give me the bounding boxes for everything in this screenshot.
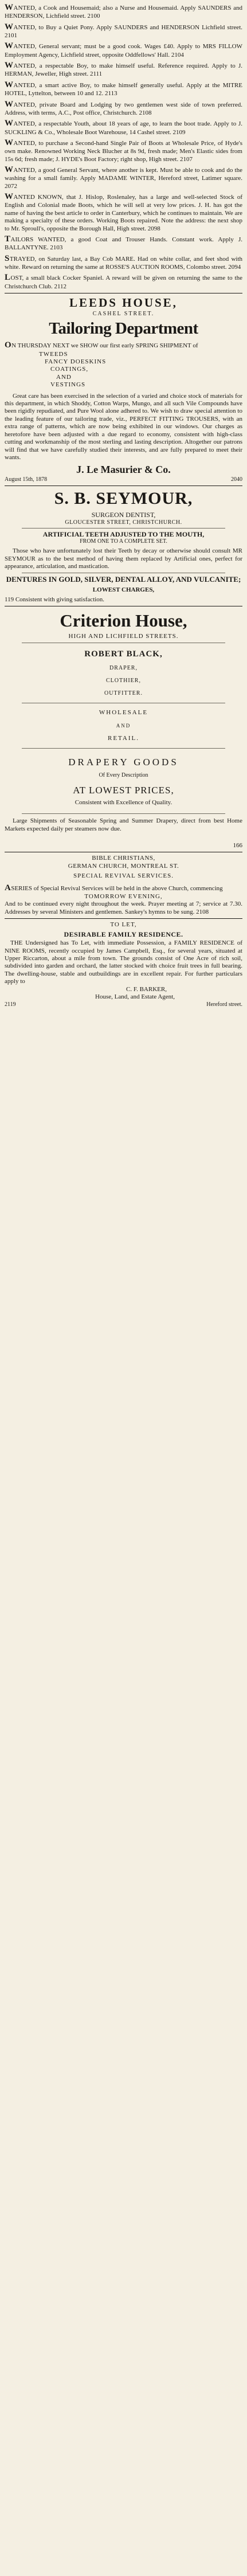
criterion-trade: DRAPER, [109, 664, 138, 671]
tailoring-heading: Tailoring Department [49, 319, 198, 338]
classified-text: ANTED, a respectable Boy, to make himself useful. Reference required. Apply to J. HERMAN, Jeweller, High street. 2111 [5, 62, 242, 78]
criterion-ad [5, 610, 242, 849]
divider [22, 748, 225, 749]
criterion-trade: OUTFITTER. [104, 690, 143, 697]
to-let-number: 2119 [5, 1001, 16, 1008]
leeds-footer [5, 476, 242, 483]
drop-cap: W [5, 41, 14, 51]
classified-text: ANTED, private Board and Lodging by two gentlemen west side of town preferred. Address, with terms, A.C., Post office, Christchurch. 2108 [5, 101, 242, 116]
criterion-consistent: Consistent with Excellence of Quality. [75, 798, 172, 806]
classified-ad [5, 41, 242, 59]
to-let-agent: C. F. BARKER, [126, 985, 167, 993]
criterion-title: Criterion House, [60, 610, 187, 631]
classified-text: ANTED, to purchase a Second-hand Single Pair of Boots at Wholesale Price, of Hyde's own make. Renowned Working Neck Blucher at 8s 9d, fresh made; Men's Elastic sides from 15s 6d; fresh made; J. HYDE's Boot Factory; right shop, High street. 2107 [5, 139, 242, 163]
leeds-number: 2040 [231, 476, 242, 483]
bible-christians-ad [5, 855, 242, 916]
criterion-body: Large Shipments of Seasonable Spring and Summer Drapery, direct from best Home Markets expected daily per steamers now due. [5, 817, 242, 832]
bible-church: GERMAN CHURCH, MONTREAL ST. [68, 862, 179, 870]
drop-cap: L [5, 273, 11, 283]
classified-ad [5, 191, 242, 233]
drop-cap: W [5, 22, 14, 32]
classified-text: ANTED KNOWN, that J. Hislop, Roslenaley, has a large and well-selected Stock of English and Colonial made Boots, which he will sell at very low prices. J. H. has got the name of having the best article to order in Canterbury, which he continues to maintain. We are making a specialty of these orders. Working Boots repaired. Note the address: the next shop to Mr. Sproull's, opposite the Borough Hall, High street. 2098 [5, 194, 242, 232]
criterion-wholesale: WHOLESALE [99, 709, 148, 717]
seymour-lowest: LOWEST CHARGES, [92, 586, 155, 593]
drop-cap: W [5, 119, 14, 128]
to-let-agent-sub: House, Land, and Estate Agent, [95, 993, 175, 1001]
drop-cap: W [5, 138, 14, 147]
criterion-number: 166 [233, 842, 242, 849]
to-let-street: Hereford street. [206, 1001, 242, 1008]
bible-tomorrow: TOMORROW EVENING, [84, 893, 163, 900]
to-let-title: TO LET, [110, 921, 137, 929]
seymour-footer: 119 Consistent with giving satisfaction. [5, 596, 105, 603]
classified-ad [5, 118, 242, 136]
leeds-house-title: LEEDS HOUSE, [69, 296, 178, 310]
bible-body: And to be continued every night throughout the week. Prayer meeting at 7; service at 7.30. Addresses by several Ministers and gentlemen. Sankey's hymns to be sung. 2108 [5, 901, 242, 915]
drop-cap: W [5, 192, 14, 202]
leeds-house-ad [5, 296, 242, 483]
seymour-address: GLOUCESTER STREET, CHRISTCHURCH. [65, 519, 182, 526]
goods-item: AND [56, 373, 72, 381]
drop-cap: W [5, 80, 14, 89]
criterion-trade: CLOTHIER, [106, 678, 141, 684]
classified-text: ANTED, a smart active Boy, to make himself generally useful. Apply at the MITRE HOTEL, Lyttelton, between 10 and 12. 2113 [5, 81, 242, 97]
classified-ad [5, 138, 242, 163]
goods-item: COATINGS, [50, 366, 89, 373]
criterion-owner: ROBERT BLACK, [84, 649, 163, 659]
classified-ad [5, 234, 242, 252]
leeds-signature: J. Le Masurier & Co. [76, 464, 171, 476]
seymour-ad [5, 488, 242, 604]
criterion-every: Of Every Description [99, 772, 148, 778]
classified-text: ANTED, a Cook and Housemaid; also a Nurse and Housemaid. Apply SAUNDERS and HENDERSON, Lichfield street. 2100 [5, 5, 242, 20]
seymour-dentures: DENTURES IN GOLD, SILVER, DENTAL ALLOY, AND VULCANITE; [6, 574, 241, 584]
classified-ad [5, 60, 242, 79]
leeds-house-street: CASHEL STREET. [92, 310, 155, 317]
drop-cap: W [5, 99, 14, 109]
to-let-ad [5, 921, 242, 1008]
to-let-desirable: DESIRABLE FAMILY RESIDENCE. [64, 930, 183, 938]
bible-special: SPECIAL REVIVAL SERVICES. [73, 872, 174, 880]
classified-text: OST, a small black Cocker Spaniel. A reward will be given on returning the same to the Christchurch Club. 2112 [5, 275, 242, 290]
classified-ad [5, 99, 242, 118]
divider [5, 918, 242, 919]
drop-cap: W [5, 165, 14, 175]
classified-ad [5, 80, 242, 98]
classified-text: ANTED, a good General Servant, where another is kept. Must be able to cook and do the washing for a small family. Apply MADAME WINTER, Hereford street, Latimer square. 2072 [5, 167, 242, 190]
classified-ad [5, 272, 242, 291]
leeds-body: Great care has been exercised in the selection of a varied and choice stock of materials for this department, in which Shoddy, Cotton Warps, Mungo, and all such Vile Compounds have been rigidly repudiated, and Pure Wool alone adhered to. We wish to draw special attention to the leading feature of our tailoring trade, viz., PERFECT FITTING TROUSERS, with an extra range of patterns, which are now being exhibited in our windows. Our charges as heretofore have been adjusted with a due regard to economy, consistent with high-class cutting and workmanship of the most sterling and lasting description. Altogether our patrons will find that we have carefully studied their interests, and are fully prepared to meet their wants. [5, 392, 242, 461]
classified-text: ANTED, General servant; must be a good cook. Wages £40. Apply to MRS FILLOW Employment Agency, Lichfield street, opposite Oddfellows' Hall. 2104 [5, 43, 242, 58]
bible-title: BIBLE CHRISTIANS, [92, 855, 155, 862]
criterion-streets: HIGH AND LICHFIELD STREETS. [68, 633, 179, 640]
seymour-from: FROM ONE TO A COMPLETE SET. [80, 538, 167, 545]
goods-list [5, 351, 242, 389]
classified-ad [5, 253, 242, 272]
criterion-wholesale: RETAIL. [108, 734, 139, 742]
criterion-wholesale: AND [116, 722, 131, 729]
classifieds-section [5, 2, 242, 291]
classified-ad [5, 2, 242, 21]
drop-cap: W [5, 61, 14, 71]
classified-text: ANTED, to Buy a Quiet Pony. Apply SAUNDERS and HENDERSON Lichfield street. 2101 [5, 24, 242, 39]
seymour-body: Those who have unfortunately lost their Teeth by decay or otherwise should consult MR SEYMOUR as to the best method of having them replaced by Artificial ones, perfect for appearance, articulation, and mastication. [5, 547, 242, 570]
criterion-lowest: AT LOWEST PRICES, [73, 785, 174, 796]
drop-cap: T [5, 234, 11, 244]
to-let-body: THE Undersigned has To Let, with immediate Possession, a FAMILY RESIDENCE of NINE ROOMS, recently occupied by James Campbell, Esq., for several years, situated at Upper Riccarton, about a mile from town. The grounds consist of One Acre of rich soil, subdivided into garden and orchard, the latter stocked with choice fruit trees in full bearing. The dwelling-house, stable and outbuildings are in excellent repair. For further particulars apply to [5, 939, 242, 985]
classified-ad [5, 165, 242, 190]
drop-cap: W [5, 3, 14, 12]
classified-text: TRAYED, on Saturday last, a Bay Cob MARE. Had on white collar, and feet shod with white. Reward on returning the same at ROSSE'S AUCTION ROOMS, Colombo street. 2094 [5, 255, 242, 271]
leeds-intro: ON THURSDAY NEXT we SHOW our first early SPRING SHIPMENT of [5, 340, 198, 350]
divider [22, 813, 225, 814]
goods-item: VESTINGS [50, 381, 86, 389]
leeds-date: August 15th, 1878 [5, 476, 48, 483]
bible-intro: ASERIES of Special Revival Services will be held in the above Church, commencing [5, 883, 223, 892]
seymour-artificial: ARTIFICIAL TEETH ADJUSTED TO THE MOUTH, [42, 530, 205, 538]
to-let-footer [5, 1001, 242, 1008]
drop-cap: S [5, 253, 10, 263]
seymour-subtitle: SURGEON DENTIST, [91, 511, 156, 519]
classified-text: AILORS WANTED, a good Coat and Trouser Hands. Constant work. Apply J. BALLANTYNE. 2103 [5, 236, 242, 252]
goods-item: FANCY DOESKINS [45, 358, 107, 366]
goods-item: TWEEDS [39, 350, 68, 358]
classified-ad [5, 22, 242, 40]
classified-text: ANTED, a respectable Youth, about 18 years of age, to learn the boot trade. Apply to J. SUCKLING & Co., Wholesale Boot Warehouse, 14 Cashel street. 2109 [5, 120, 242, 136]
criterion-drapery: DRAPERY GOODS [68, 757, 179, 768]
seymour-title: S. B. SEYMOUR, [54, 489, 193, 508]
